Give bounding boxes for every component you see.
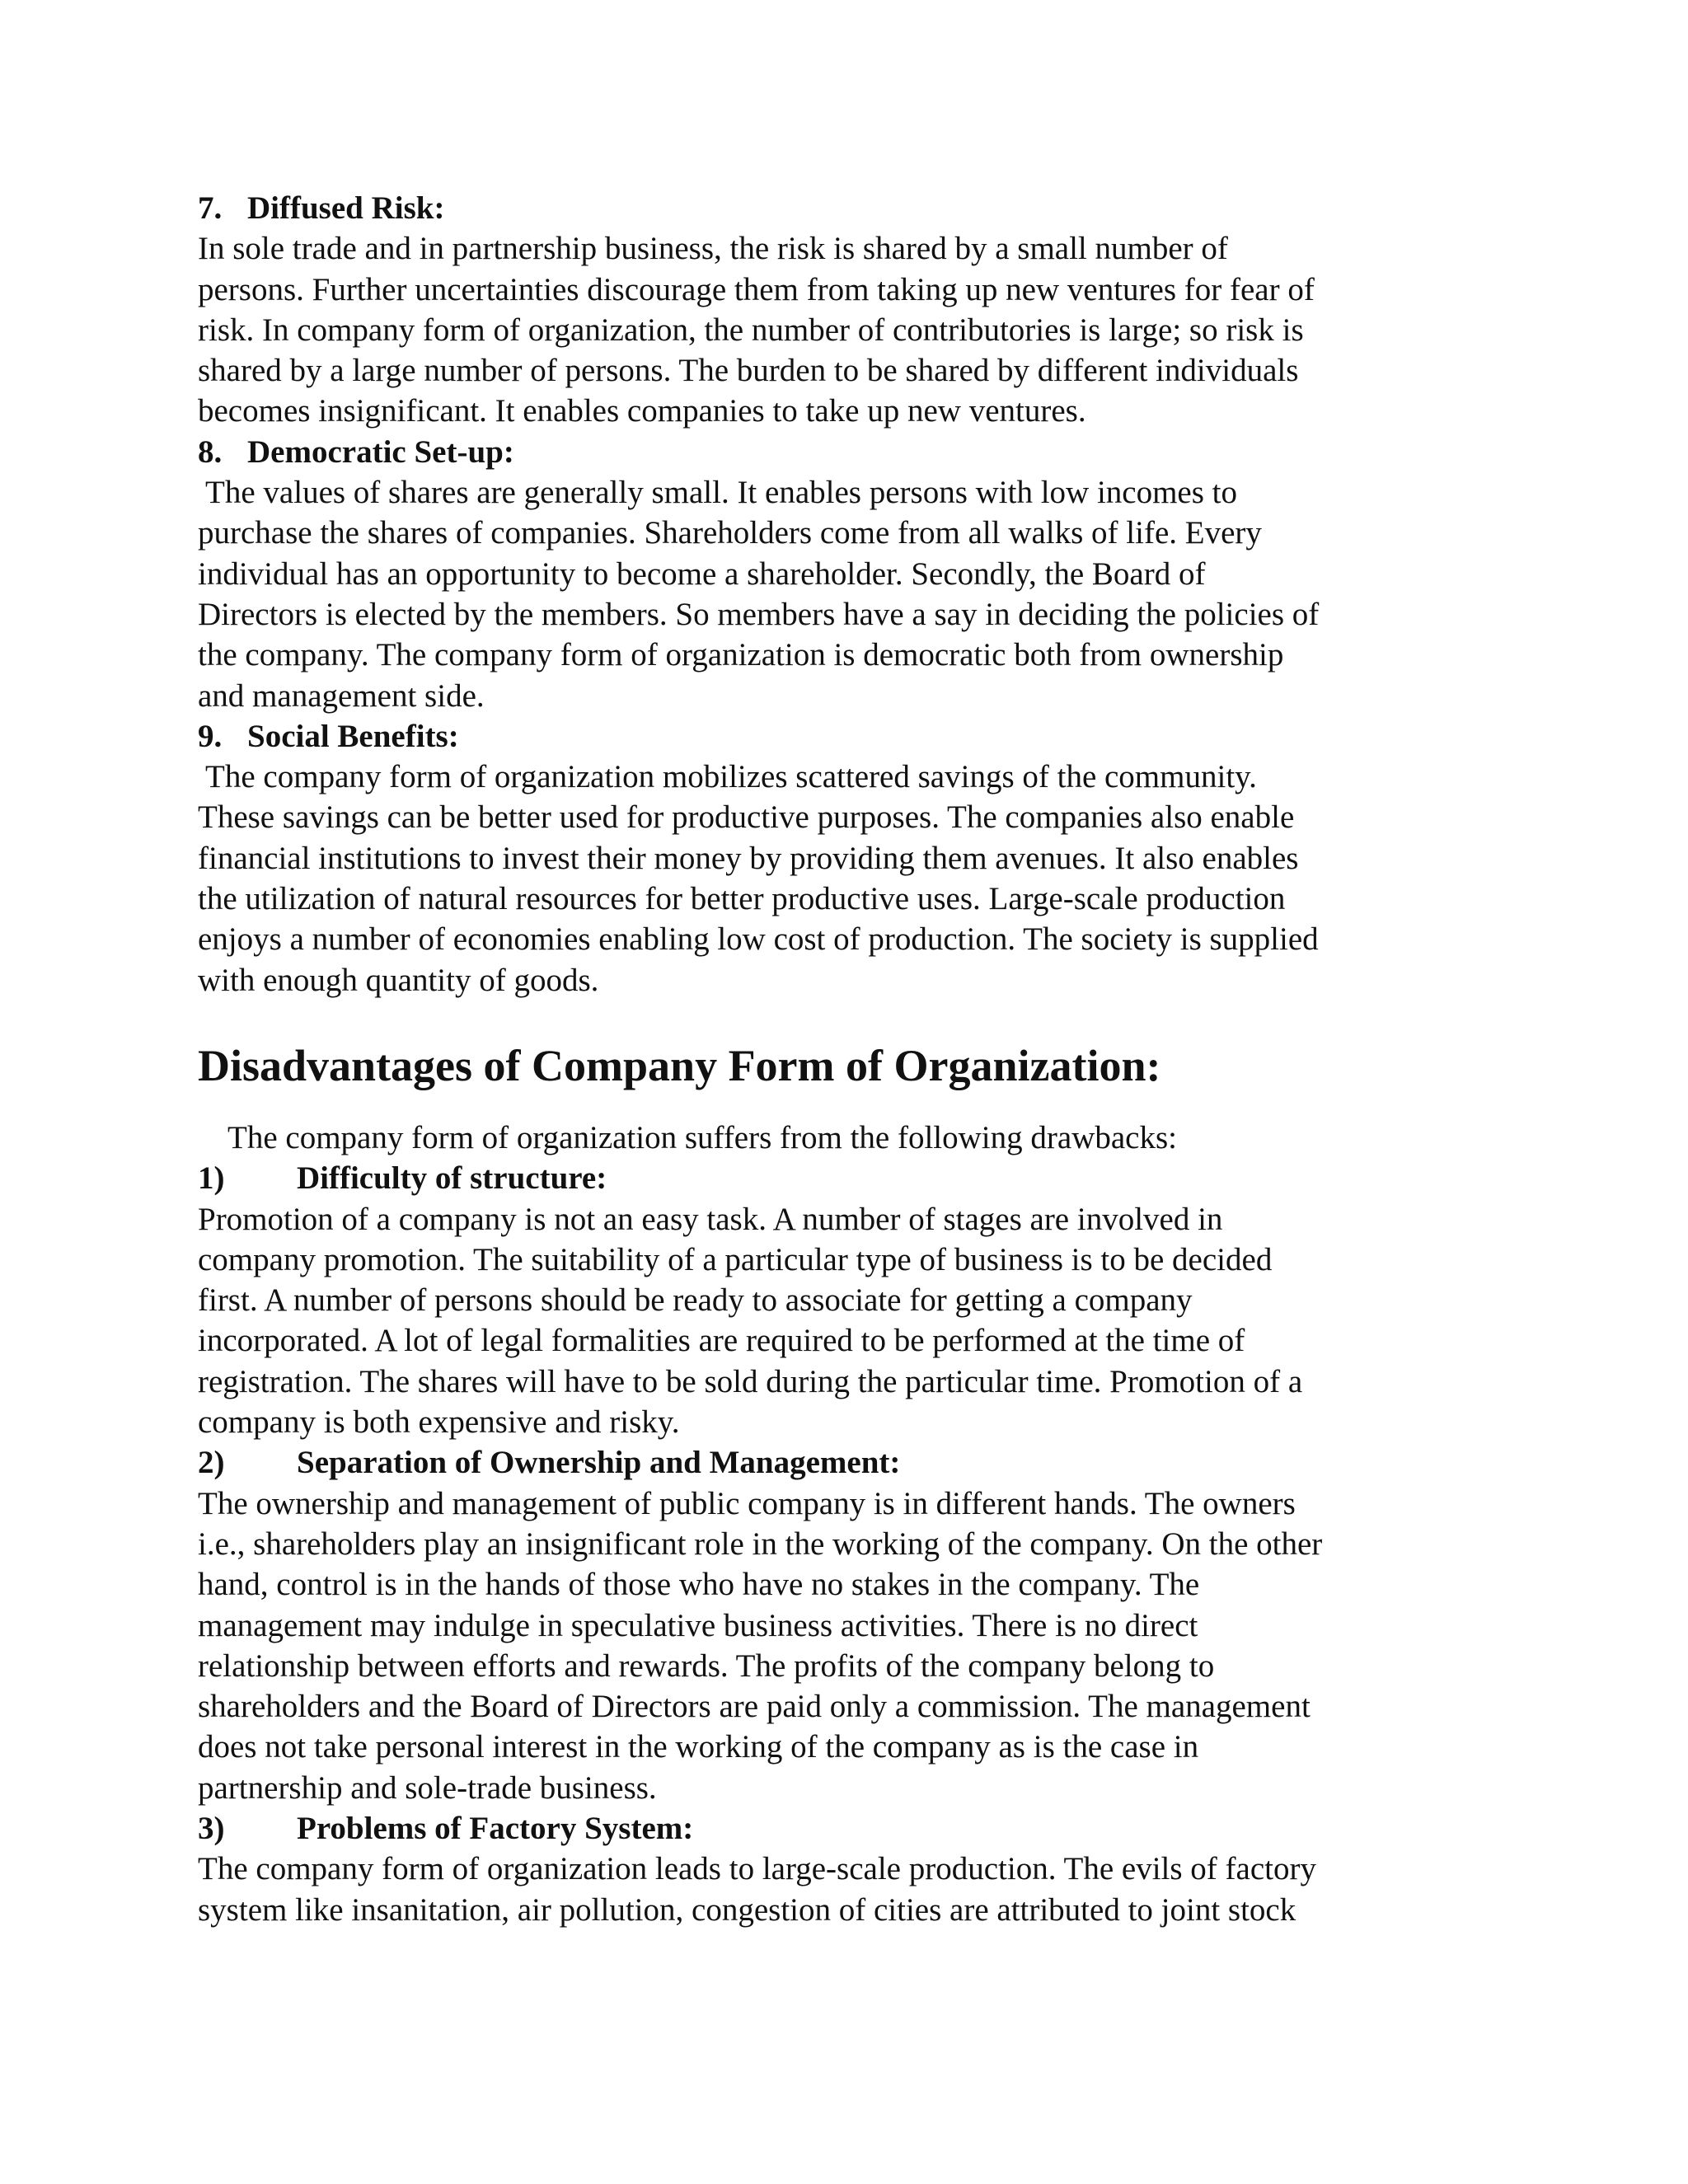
- paragraph-line: i.e., shareholders play an insignificant role in the working of the company. On the other: [198, 1526, 1323, 1562]
- item-heading-text: Problems of Factory System:: [297, 1810, 694, 1846]
- section-diffused-risk: [198, 188, 1484, 432]
- paragraph-line: does not take personal interest in the working of the company as is the case in: [198, 1729, 1199, 1765]
- item-heading: [198, 1158, 1484, 1198]
- disadvantages-title: Disadvantages of Company Form of Organization:: [198, 1040, 1161, 1090]
- section-heading-text: Social Benefits:: [247, 718, 459, 754]
- paragraph-line: The values of shares are generally small. It enables persons with low incomes to: [198, 475, 1238, 511]
- item-number: 2): [198, 1445, 225, 1481]
- item-heading: [198, 1808, 1484, 1849]
- paragraph-line: Directors is elected by the members. So members have a say in deciding the policies of: [198, 596, 1320, 632]
- paragraph-line: the utilization of natural resources for better productive uses. Large-scale production: [198, 881, 1286, 917]
- section-number: 9.: [198, 718, 223, 754]
- section-number: 8.: [198, 434, 223, 470]
- item-heading: [198, 1442, 1484, 1483]
- disadvantage-separation-of-ownership: [198, 1442, 1484, 1808]
- paragraph-line: risk. In company form of organization, the number of contributories is large; so risk is: [198, 312, 1304, 348]
- paragraph-line: These savings can be better used for productive purposes. The companies also enable: [198, 799, 1295, 836]
- paragraph-line: financial institutions to invest their money by providing them avenues. It also enables: [198, 840, 1299, 876]
- paragraph-line: In sole trade and in partnership business, the risk is shared by a small number of: [198, 231, 1228, 267]
- disadvantages-intro: The company form of organization suffers from the following drawbacks:: [227, 1119, 1177, 1155]
- paragraph-line: partnership and sole-trade business.: [198, 1769, 657, 1806]
- document-page: [198, 188, 1484, 1930]
- paragraph-line: the company. The company form of organization is democratic both from ownership: [198, 637, 1284, 673]
- paragraph-line: shareholders and the Board of Directors are paid only a commission. The management: [198, 1689, 1311, 1725]
- item-number: 3): [198, 1810, 225, 1846]
- item-heading-text: Separation of Ownership and Management:: [297, 1445, 901, 1481]
- paragraph-line: and management side.: [198, 677, 485, 714]
- section-heading-text: Diffused Risk:: [247, 190, 445, 226]
- paragraph-line: company is both expensive and risky.: [198, 1404, 680, 1441]
- section-number: 7.: [198, 190, 223, 226]
- section-democratic-setup: [198, 432, 1484, 716]
- paragraph-line: management may indulge in speculative business activities. There is no direct: [198, 1607, 1198, 1643]
- paragraph-line: The company form of organization leads to large-scale production. The evils of factory: [198, 1851, 1316, 1887]
- paragraph-line: The ownership and management of public company is in different hands. The owners: [198, 1485, 1296, 1521]
- paragraph-line: enjoys a number of economies enabling low cost of production. The society is supplied: [198, 921, 1319, 958]
- paragraph-line: Promotion of a company is not an easy task. A number of stages are involved in: [198, 1201, 1223, 1237]
- paragraph-line: individual has an opportunity to become a shareholder. Secondly, the Board of: [198, 555, 1206, 592]
- section-social-benefits: [198, 716, 1484, 1001]
- paragraph-line: system like insanitation, air pollution, congestion of cities are attributed to joint stock: [198, 1891, 1296, 1928]
- disadvantage-difficulty-of-structure: [198, 1158, 1484, 1442]
- disadvantage-problems-of-factory-system: [198, 1808, 1484, 1930]
- paragraph-line: hand, control is in the hands of those who have no stakes in the company. The: [198, 1567, 1200, 1603]
- paragraph-line: persons. Further uncertainties discourage them from taking up new ventures for fear of: [198, 271, 1315, 307]
- paragraph-line: shared by a large number of persons. The burden to be shared by different individuals: [198, 353, 1299, 389]
- paragraph-line: becomes insignificant. It enables companies to take up new ventures.: [198, 393, 1086, 429]
- paragraph-line: The company form of organization mobilizes scattered savings of the community.: [198, 759, 1257, 795]
- paragraph-line: with enough quantity of goods.: [198, 962, 599, 998]
- section-heading: [198, 432, 1484, 472]
- paragraph-line: registration. The shares will have to be sold during the particular time. Promotion of a: [198, 1363, 1303, 1399]
- section-heading: [198, 188, 1484, 228]
- paragraph-line: incorporated. A lot of legal formalities are required to be performed at the time of: [198, 1323, 1245, 1359]
- section-heading-text: Democratic Set-up:: [247, 434, 514, 470]
- item-heading-text: Difficulty of structure:: [297, 1160, 607, 1197]
- section-heading: [198, 716, 1484, 757]
- paragraph-line: first. A number of persons should be ready to associate for getting a company: [198, 1282, 1193, 1319]
- item-number: 1): [198, 1160, 225, 1197]
- paragraph-line: relationship between efforts and rewards. The profits of the company belong to: [198, 1647, 1215, 1684]
- paragraph-line: company promotion. The suitability of a particular type of business is to be decided: [198, 1241, 1273, 1277]
- paragraph-line: purchase the shares of companies. Shareholders come from all walks of life. Every: [198, 515, 1262, 551]
